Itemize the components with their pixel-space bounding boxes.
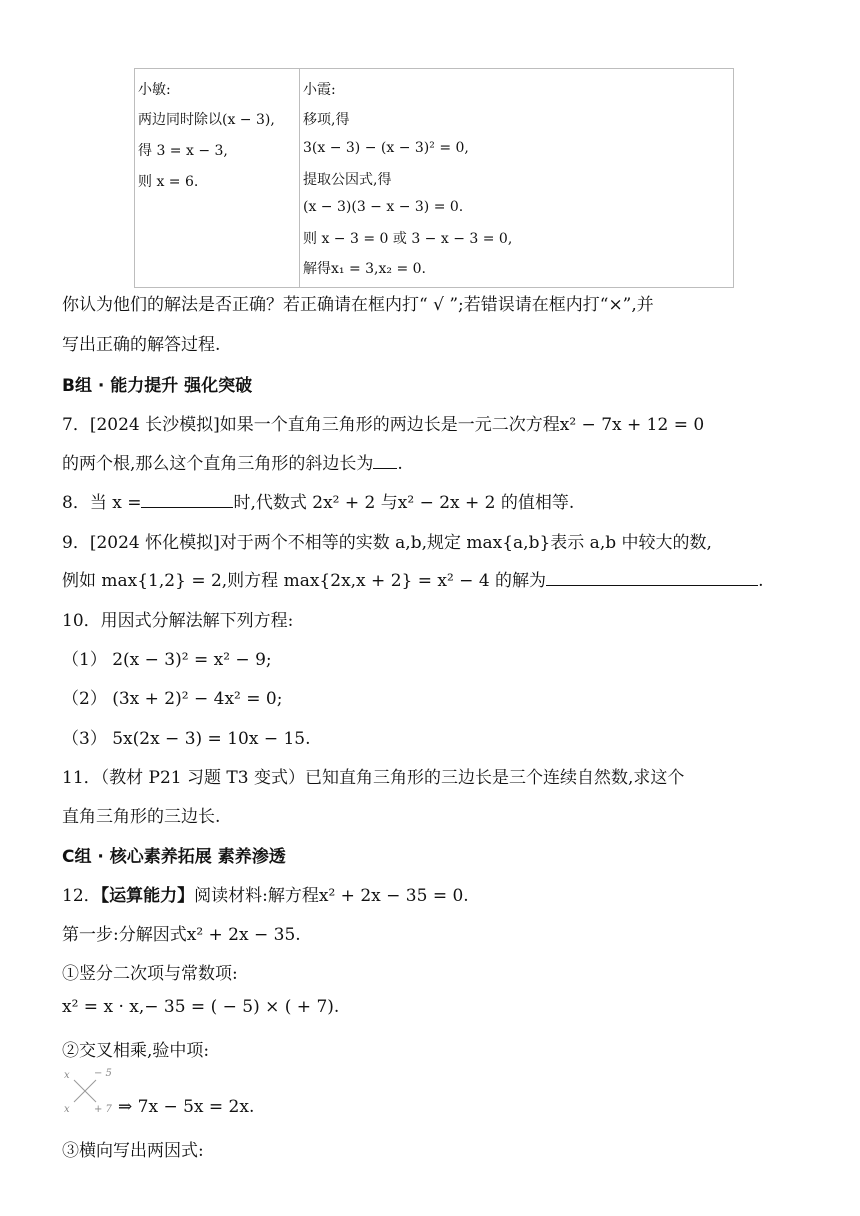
question-8-line — [62, 488, 574, 513]
answer-blank[interactable] — [141, 489, 233, 508]
answer-blank[interactable] — [373, 450, 397, 469]
question-12-step: 第一步:分解因式x² + 2x − 35. — [62, 925, 301, 945]
question-10-item: （1） 2(x − 3)² = x² − 9; — [62, 650, 272, 670]
question-9-text: 例如 max{1,2} = 2,则方程 max{2x,x + 2} = x² − 4 的解为 — [62, 571, 547, 591]
cross-bottom-right: + 7 — [94, 1104, 112, 1115]
question-12-tag: 【运算能力】 — [100, 886, 195, 906]
question-10-item: （3） 5x(2x − 3) = 10x − 15. — [62, 729, 311, 749]
answer-blank[interactable] — [546, 567, 758, 586]
cross-top-left: x — [64, 1070, 70, 1081]
cross-top-right: − 5 — [94, 1068, 112, 1079]
question-9-end: . — [758, 571, 764, 591]
question-10-title: 10．用因式分解法解下列方程: — [62, 611, 294, 631]
section-heading-b: B组 · 能力提升 强化突破 — [62, 376, 253, 396]
question-12-line — [62, 881, 469, 906]
right-cell-line: 移项,得 — [303, 112, 350, 128]
left-cell-line: 两边同时除以(x − 3), — [138, 112, 275, 128]
cross-bottom-left: x — [64, 1104, 70, 1115]
question-7-line: 7．[2024 长沙模拟]如果一个直角三角形的两边长是一元二次方程x² − 7x + 12 = 0 — [62, 415, 705, 435]
table-divider — [299, 69, 300, 287]
left-cell-line: 小敏: — [138, 82, 171, 98]
question-12-text: 阅读材料:解方程x² + 2x − 35 = 0. — [194, 886, 469, 906]
question-10-item: （2） (3x + 2)² − 4x² = 0; — [62, 689, 283, 709]
question-12-equation: x² = x · x,− 35 = ( − 5) × ( + 7). — [62, 997, 340, 1017]
question-11-line: 直角三角形的三边长. — [62, 807, 221, 827]
cross-multiplication-diagram — [62, 1066, 120, 1116]
question-9-line: 9．[2024 怀化模拟]对于两个不相等的实数 a,b,规定 max{a,b}表示 a,b 中较大的数, — [62, 533, 712, 553]
right-cell-line: 小霞: — [303, 82, 336, 98]
question-11-line: 11．（教材 P21 习题 T3 变式）已知直角三角形的三边长是三个连续自然数,求这个 — [62, 768, 685, 788]
section-heading-c: C组 · 核心素养拓展 素养渗透 — [62, 847, 286, 867]
question-12-substep: ③横向写出两因式: — [62, 1141, 204, 1161]
question-8-text: 8．当 x = — [62, 493, 142, 513]
question-7-line — [62, 449, 403, 474]
right-cell-line: 则 x − 3 = 0 或 3 − x − 3 = 0, — [303, 231, 513, 247]
question-8-text: 时,代数式 2x² + 2 与x² − 2x + 2 的值相等. — [233, 493, 575, 513]
solution-comparison-table — [134, 68, 734, 288]
left-cell-line: 得 3 = x − 3, — [138, 143, 228, 159]
question-7-end: . — [397, 454, 403, 474]
right-cell-line: (x − 3)(3 − x − 3) = 0. — [303, 199, 464, 215]
right-cell-line: 3(x − 3) − (x − 3)² = 0, — [303, 140, 469, 156]
left-cell-line: 则 x = 6. — [138, 174, 199, 190]
instruction-line: 写出正确的解答过程. — [62, 335, 221, 355]
instruction-line: 你认为他们的解法是否正确？若正确请在框内打“ √ ”;若错误请在框内打“×”,并 — [62, 295, 654, 315]
question-12-substep: ①竖分二次项与常数项: — [62, 964, 238, 984]
cross-result: ⇒ 7x − 5x = 2x. — [118, 1097, 255, 1117]
right-cell-line: 解得x₁ = 3,x₂ = 0. — [303, 261, 426, 277]
question-7-text: 的两个根,那么这个直角三角形的斜边长为 — [62, 454, 374, 474]
right-cell-line: 提取公因式,得 — [303, 172, 392, 188]
question-12-substep: ②交叉相乘,验中项: — [62, 1041, 210, 1061]
question-12-number: 12． — [62, 886, 101, 906]
question-9-line — [62, 566, 763, 591]
